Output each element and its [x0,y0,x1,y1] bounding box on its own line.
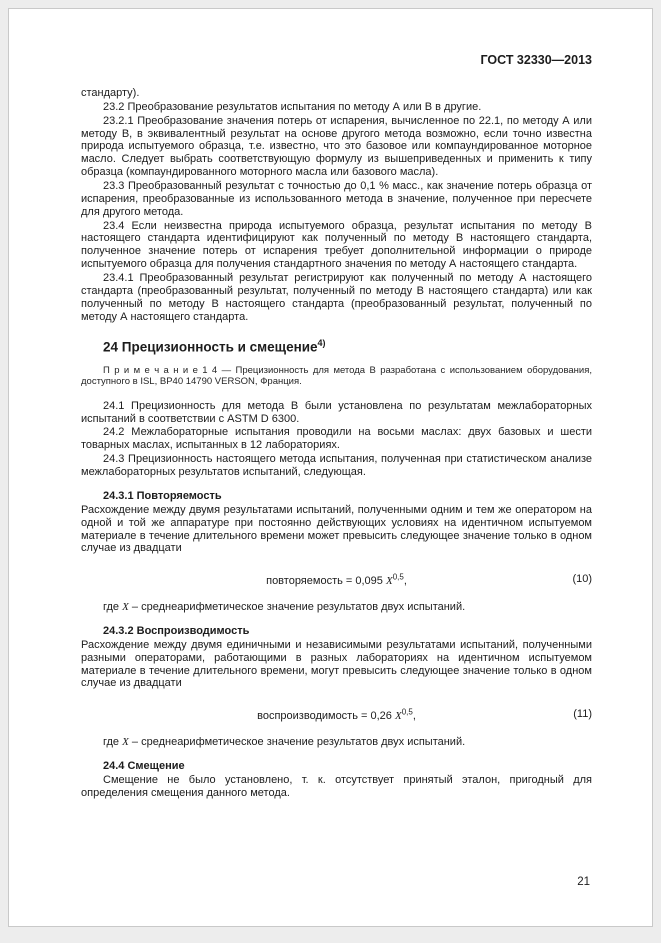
paragraph-repeatability: Расхождение между двумя результатами испытаний, полученными одним и тем же оператором на одной и той же аппаратуре при постоянно действующих условиях на идентичном испытуемом материале в течение длительного времени может превысить следующее значение только в одном случае из двадцати [81,503,592,555]
equation-11-lhs: воспроизводимость = 0,26 [257,709,395,722]
paragraph-23-3: 23.3 Преобразованный результат с точностью до 0,1 % масс., как значение потерь образца от испарения, преобразованные из использованного метода в значение, полученное при пересчете для другого метода. [81,180,592,218]
footnote-marker-4: 4) [317,338,326,349]
variable-x: X [122,601,129,613]
paragraph-bias: Смещение не было установлено, т. к. отсутствует принятый эталон, пригодный для определения смещения данного метода. [81,773,592,799]
document-page [8,8,653,927]
equation-11-number: (11) [573,708,592,721]
equation-11-tail: , [412,709,416,722]
exponent: 0,5 [401,707,413,717]
section-heading-24 [103,338,592,355]
where-prefix: где [103,601,123,613]
equation-11 [81,707,592,722]
equation-10-tail: , [403,575,407,587]
variable-x: X [394,709,402,722]
where-text: – среднеарифметическое значение результатов двух испытаний. [128,601,466,613]
sub-heading-24-3-1: 24.3.1 Повторяемость [103,489,222,502]
section-heading-text: 24 Прецизионность и смещение [103,339,318,355]
sub-heading-24-4: 24.4 Смещение [103,759,185,772]
paragraph-where-11 [81,736,592,749]
paragraph-where-10 [81,601,592,614]
where-prefix: где [103,735,123,748]
doc-header: ГОСТ 32330—2013 [480,53,592,67]
paragraph-23-2: 23.2 Преобразование результатов испытания по методу А или В в другие. [103,100,482,113]
paragraph-continuation: стандарту). [81,87,140,99]
sub-heading-24-3-2: 24.3.2 Воспроизводимость [103,624,250,637]
paragraph-23-2-1: 23.2.1 Преобразование значения потерь от испарения, вычисленное по 22.1, по методу А или методу В, в эквивалентный результат на основе другого метода возможно, если точно известна природа испытуемого образца, т.е. известно, что это базовое или компаундированное моторное масло. Следует выбрать соответствующую формулу из вышеприведенных и применить к типу образца (компаундированного моторного масла или базового масла). [81,114,592,179]
paragraph-24-2: 24.2 Межлабораторные испытания проводили на восьми маслах: двух базовых и шести товарных маслах, испытанных в 12 лабораториях. [81,426,592,452]
paragraph-24-1: 24.1 Прецизионность для метода В были установлена по результатам межлабораторных испытаний в соответствии с ASTM D 6300. [81,399,592,425]
equation-11-formula [257,707,416,722]
equation-10-lhs: повторяемость = 0,095 [266,575,386,587]
paragraph-23-4: 23.4 Если неизвестна природа испытуемого образца, результат испытания по методу В настоящего стандарта идентифицируют как полученный по методу В настоящего стандарта, полученное значение потерь от испарения требует дополнительной информации о природе испытуемого образца для получения стандартного значения по методу А настоящего стандарта. [81,219,592,271]
equation-10-number: (10) [572,573,592,586]
paragraph-23-4-1: 23.4.1 Преобразованный результат регистрируют как полученный по методу А настоящего стандарта (преобразованный результат, полученный по методу В настоящего стандарта) или как полученный по методу В настоящего стандарта (преобразованный результат, полученный по методу А настоящего стандарта. [81,272,592,323]
page-number: 21 [577,876,590,888]
variable-x: X [122,735,129,748]
exponent: 0,5 [392,572,404,582]
note-14: П р и м е ч а н и е 1 4 — Прецизионность для метода В разработана с использованием оборудования, доступного в ISL, ВР40 14790 VERSON, Франция. [81,364,592,388]
paragraph-24-3: 24.3 Прецизионность настоящего метода испытания, полученная при статистическом анализе межлабораторных результатов испытаний, следующая. [81,453,592,479]
equation-10 [81,572,592,587]
variable-x: X [385,575,393,587]
paragraph-reproducibility: Расхождение между двумя единичными и независимыми результатами испытаний, полученными разными операторами, работающими в разных лабораториях на идентичном испытуемом материале в течение длительного времени, могут превысить следующее значение только в одном случае из двадцати [81,638,592,690]
where-text: – среднеарифметическое значение результатов двух испытаний. [128,735,466,748]
equation-10-formula [266,572,407,587]
